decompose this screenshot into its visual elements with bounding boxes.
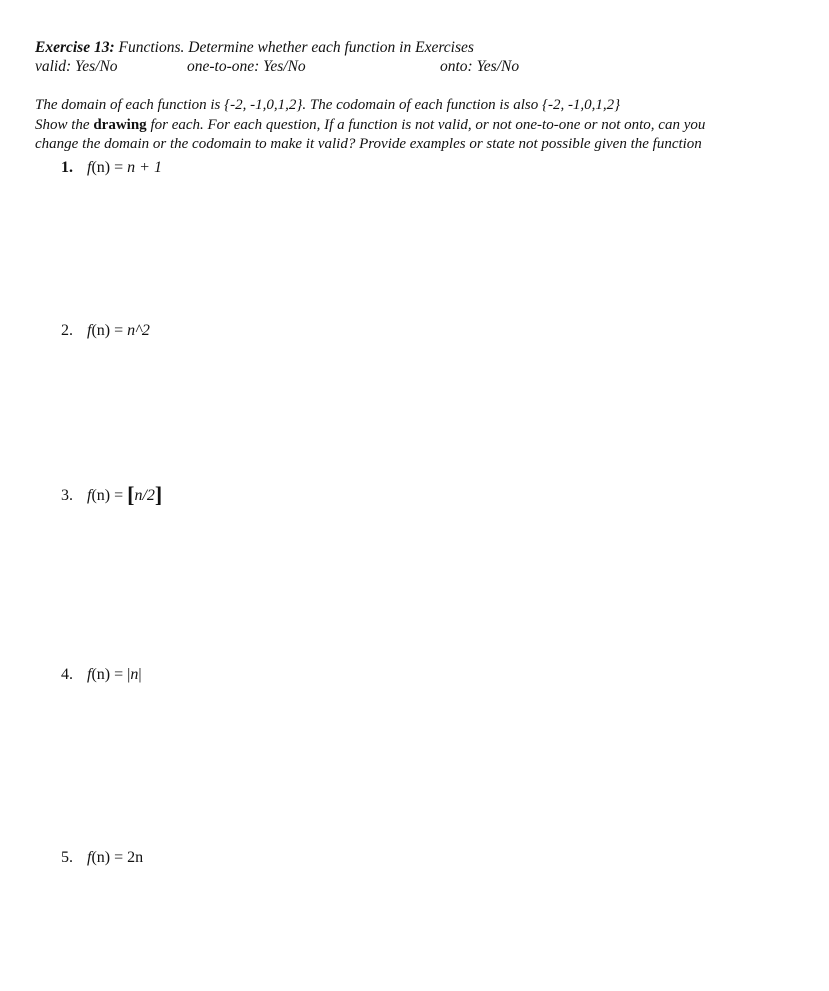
function-expression: 2n [127,849,144,866]
function-argument: (n) [91,159,111,176]
function-expression: n^2 [127,322,150,339]
valid-label: valid: Yes/No [35,58,118,75]
function-name: f [87,487,92,504]
instruction-line-2 [35,117,705,134]
problem-number: 2. [61,322,73,339]
instruction-line-2-end: for each. For each question, If a function is not valid, or not one-to-one or not onto, can you [146,117,706,133]
problem-1 [61,159,162,177]
equals-sign: = [110,322,128,339]
equals-sign: = [110,487,128,504]
equals-sign: = [110,666,128,683]
problem-3 [61,482,163,507]
problem-number: 3. [61,487,73,504]
problem-number: 1. [61,159,73,176]
function-expression: n + 1 [127,159,162,176]
ceiling-open-bracket: [ [127,482,135,507]
function-expression: n/2 [134,487,155,504]
problem-number: 4. [61,666,73,683]
function-argument: (n) [91,666,111,683]
function-argument: (n) [91,849,111,866]
exercise-description: Functions. Determine whether each function in Exercises [114,39,474,56]
function-name: f [87,322,92,339]
equals-sign: = [110,849,128,866]
exercise-label: Exercise 13: [35,39,115,56]
one-to-one-label: one-to-one: Yes/No [187,58,306,75]
function-expression: n [130,666,139,683]
function-name: f [87,159,92,176]
ceiling-close-bracket: ] [154,482,163,507]
instruction-drawing-word: drawing [93,117,147,133]
function-argument: (n) [91,322,111,339]
function-argument: (n) [91,487,111,504]
equals-sign: = [110,159,128,176]
onto-label: onto: Yes/No [440,58,520,75]
absolute-close-bar: | [138,666,142,683]
instruction-line-1: The domain of each function is {-2, -1,0,1,2}. The codomain of each function is also {-2, -1,0,1,2} [35,97,621,113]
instruction-line-2-start: Show the [35,117,94,133]
problem-2 [61,322,150,340]
problem-5 [61,849,143,867]
problem-number: 5. [61,849,73,866]
absolute-open-bar: | [127,666,131,683]
instruction-line-3: change the domain or the codomain to make it valid? Provide examples or state not possible given the function [35,136,702,152]
exercise-title [35,39,474,56]
function-name: f [87,849,92,866]
problem-4 [61,666,142,684]
function-name: f [87,666,92,683]
